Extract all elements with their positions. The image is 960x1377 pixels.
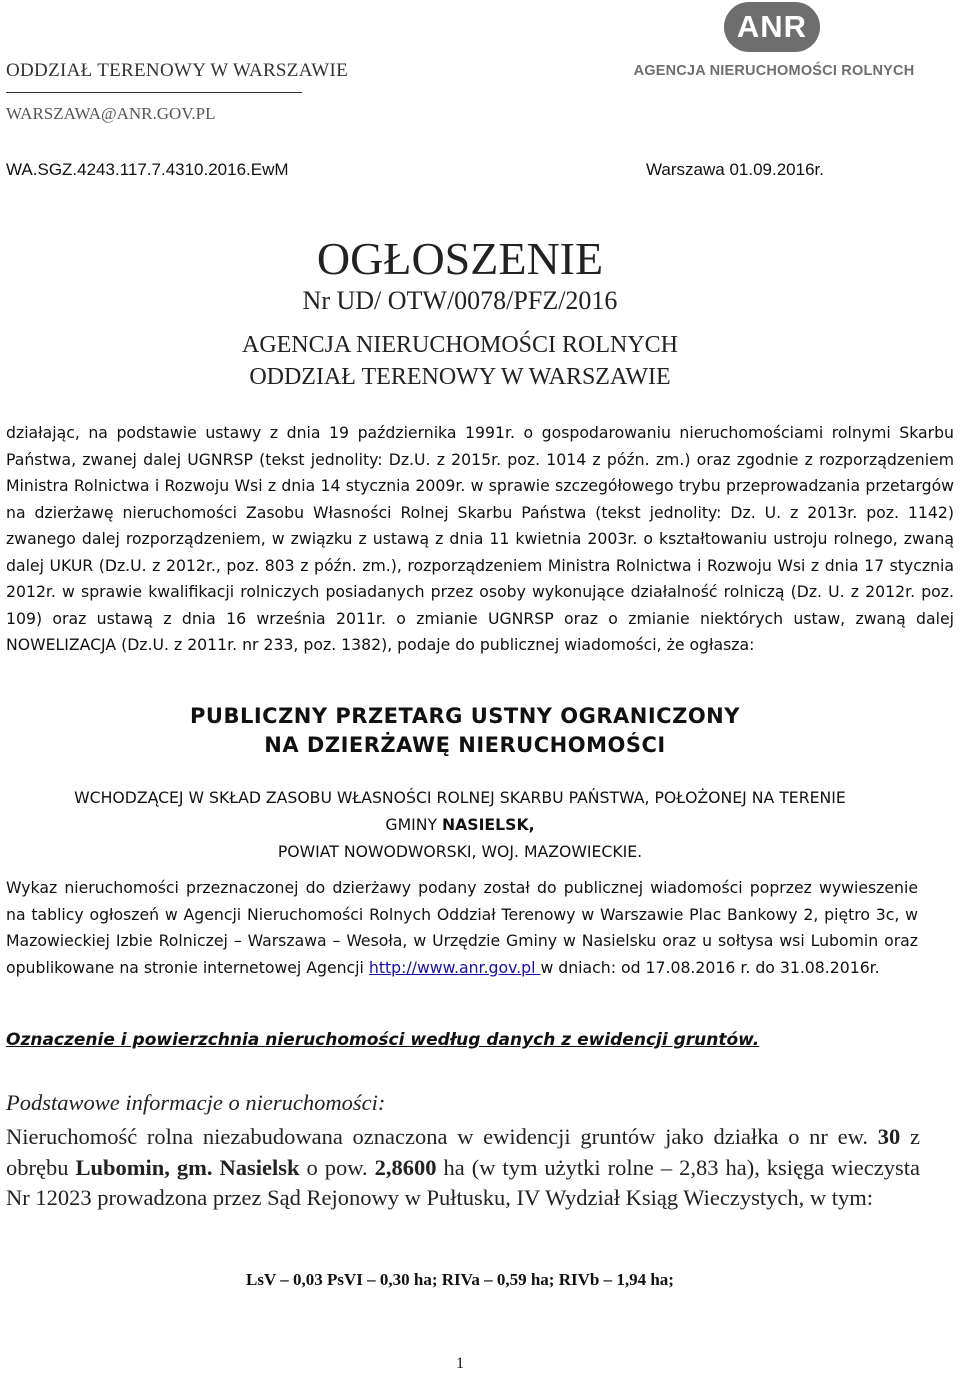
location-gmina-label: GMINY <box>385 815 443 834</box>
office-email: WARSZAWA@ANR.GOV.PL <box>6 104 216 123</box>
reference-number: WA.SGZ.4243.117.7.4310.2016.EwM <box>6 160 289 179</box>
section-heading: Oznaczenie i powierzchnia nieruchomości według danych z ewidencji gruntów. <box>6 1030 760 1050</box>
page-number: 1 <box>456 1355 464 1372</box>
tender-headline-2: NA DZIERŻAWĘ NIERUCHOMOŚCI <box>264 733 666 757</box>
anr-logo-text: ANR <box>736 9 808 44</box>
anr-logo-subtitle: AGENCJA NIERUCHOMOŚCI ROLNYCH <box>633 63 915 79</box>
basic-info-heading: Podstawowe informacje o nieruchomości: <box>6 1090 386 1115</box>
agency-name: AGENCJA NIERUCHOMOŚCI ROLNYCH <box>241 332 679 358</box>
office-name: ODDZIAŁ TERENOWY W WARSZAWIE <box>6 60 348 81</box>
property-text-3: o pow. <box>299 1154 375 1180</box>
legal-basis-paragraph: działając, na podstawie ustawy z dnia 19 października 1991r. o gospodarowaniu nieruchomościami rolnymi Skarbu Państwa, zwanej dalej UGNRSP (tekst jednolity: Dz.U. z 2015r. poz. 1014 z późn. zm.) oraz zgodnie z rozporządzeniem Ministra Rolnictwa i Rozwoju Wsi z dnia 14 stycznia 2009r. w sprawie szczegółowego trybu przeprowadzania przetargów na dzierżawę nieruchomości Zasobu Własności Rolnej Skarbu Państwa (tekst jednolity: Dz. U. z 2013r. poz. 1142) zwanego dalej rozporządzeniem, w związku z ustawą z dnia 11 kwietnia 2003r. o kształtowaniu ustroju rolnego, zwaną dalej UKUR (Dz.U. z 2012r., poz. 803 z późn. zm.), rozporządzeniem Ministra Rolnictwa i Rozwoju Wsi z dnia 17 stycznia 2012r. w sprawie kwalifikacji rolniczych posiadanych przez osoby wykonujące działalność rolniczą (Dz. U. z 2012r. poz. 109) oraz ustawą z dnia 16 września 2011r. o zmianie UGNRSP oraz o zmianie niektórych ustaw, zwaną dalej NOWELIZACJA (Dz.U. z 2011r. nr 233, poz. 1382), podaje do publicznej wiadomości, że ogłasza: <box>6 423 954 654</box>
publication-dates: w dniach: od 17.08.2016 r. do 31.08.2016r. <box>540 957 880 977</box>
parcel-number: 30 <box>877 1124 901 1149</box>
precinct-name: Lubomin, gm. Nasielsk <box>75 1154 300 1180</box>
property-description <box>6 1122 920 1214</box>
parcel-area: 2,8600 <box>374 1154 437 1180</box>
location-gmina-name: NASIELSK, <box>442 815 535 834</box>
location-line-2 <box>0 815 920 834</box>
location-line-3: POWIAT NOWODWORSKI, WOJ. MAZOWIECKIE. <box>277 842 643 861</box>
publication-text: Wykaz nieruchomości przeznaczonej do dzierżawy podany został do publicznej wiadomości poprzez wywieszenie na tablicy ogłoszeń w Agencji Nieruchomości Rolnych Oddział Terenowy w Warszawie Plac Bankowy 2, piętro 3c, w Mazowieckiej Izbie Rolniczej – Warszawa – Wesoła, w Urzędzie Gminy w Nasielsku oraz u sołtysa wsi Lubomin oraz opublikowane na stronie internetowej Agencji <box>6 878 918 977</box>
publication-paragraph <box>6 875 918 981</box>
anr-website-link[interactable]: http://www.anr.gov.pl <box>368 957 541 977</box>
property-text-2: z obrębu <box>6 1124 920 1180</box>
tender-headline: PUBLICZNY PRZETARG USTNY OGRANICZONY <box>190 704 740 728</box>
document-date: Warszawa 01.09.2016r. <box>646 160 824 179</box>
document-title: OGŁOSZENIE <box>316 233 604 284</box>
property-text-1: Nieruchomość rolna niezabudowana oznaczona w ewidencji gruntów jako działka o nr ew. <box>6 1124 878 1149</box>
announcement-number: Nr UD/ OTW/0078/PFZ/2016 <box>302 286 618 315</box>
header-divider <box>6 92 302 93</box>
land-classes: LsV – 0,03 PsVI – 0,30 ha; RIVa – 0,59 ha; RIVb – 1,94 ha; <box>246 1270 674 1289</box>
office-title: ODDZIAŁ TERENOWY W WARSZAWIE <box>249 364 671 390</box>
property-text-4: ha (w tym użytki rolne – 2,83 ha), księga wieczysta Nr 12023 prowadzona przez Sąd Rejonowy w Pułtusku, IV Wydział Ksiąg Wieczystych, w tym: <box>6 1154 920 1210</box>
location-line-1: WCHODZĄCEJ W SKŁAD ZASOBU WŁASNOŚCI ROLNEJ SKARBU PAŃSTWA, POŁOŻONEJ NA TERENIE <box>74 788 846 807</box>
